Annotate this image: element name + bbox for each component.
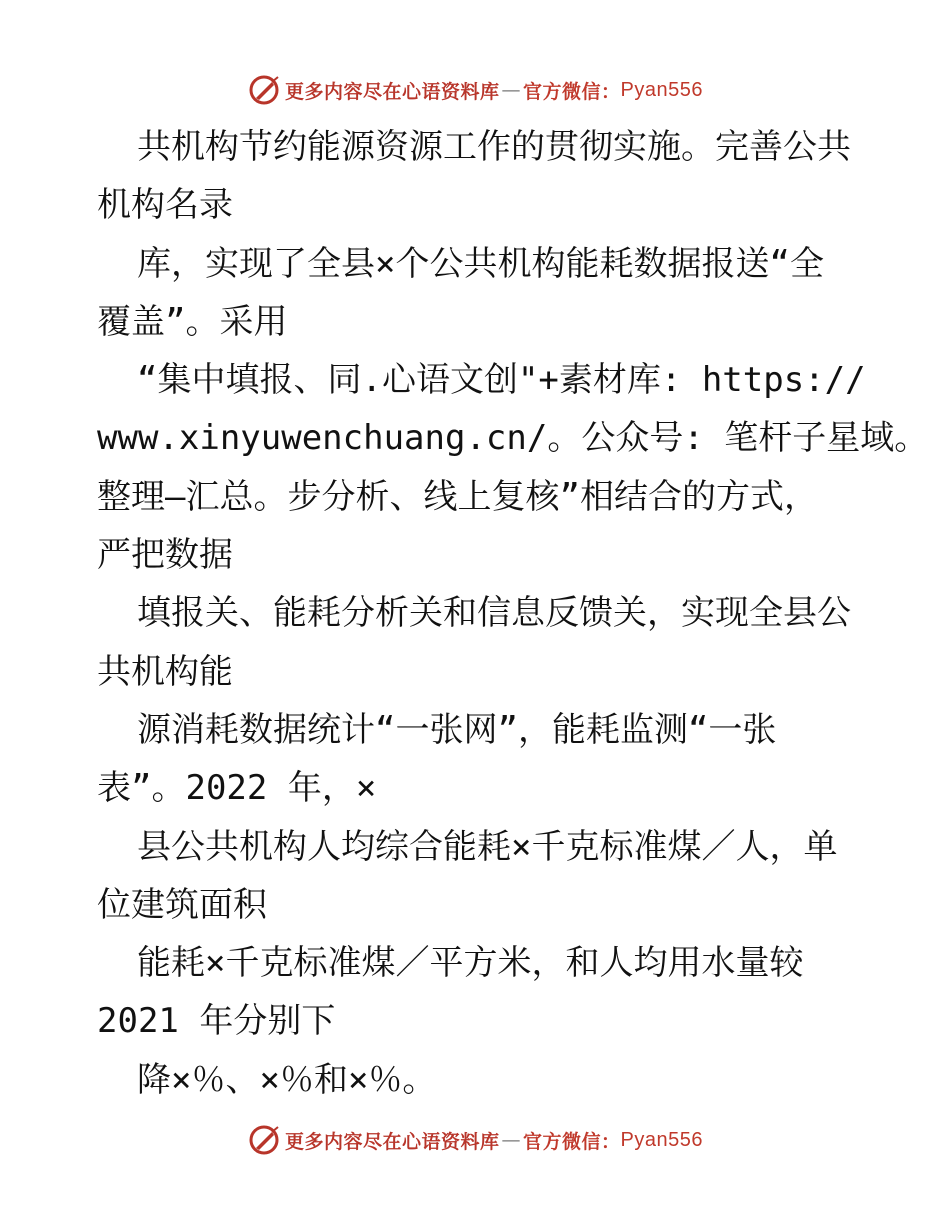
text-line: 共机构节约能源资源工作的贯彻实施。完善公共 <box>137 127 851 167</box>
quill-logo-icon <box>247 1123 281 1157</box>
text-line: 库，实现了全县×个公共机构能耗数据报送“全 <box>137 243 824 284</box>
text-line: 填报关、能耗分析关和信息反馈关，实现全县公 <box>137 593 851 634</box>
text-line: 机构名录 <box>97 185 233 226</box>
banner-label: 官方微信： <box>523 1130 621 1153</box>
document-body <box>97 118 929 1109</box>
banner-wechat-handle: Pyan556 <box>620 78 703 101</box>
text-line: 表”。2022 年，× <box>97 768 377 809</box>
text-line: 整理—汇总。步分析、线上复核”相结合的方式， <box>97 476 818 517</box>
text-line: 位建筑面积 <box>97 884 267 925</box>
banner-brand-text: 更多内容尽在心语资料库 <box>285 1130 500 1153</box>
text-line: 源消耗数据统计“一张网”，能耗监测“一张 <box>137 709 777 750</box>
text-line: www.xinyuwenchuang.cn/。公众号: 笔杆子星域。 <box>97 418 929 459</box>
banner-brand-text: 更多内容尽在心语资料库 <box>285 80 500 103</box>
text-line: 降×％、×％和×％。 <box>137 1059 437 1100</box>
banner-label: 官方微信： <box>523 80 621 103</box>
footer-watermark-banner <box>0 1120 950 1160</box>
text-line: 严把数据 <box>97 535 233 576</box>
banner-wechat-handle: Pyan556 <box>620 1128 703 1151</box>
text-line: 能耗×千克标准煤／平方米，和人均用水量较 <box>137 943 804 984</box>
text-line: 覆盖”。采用 <box>97 301 288 342</box>
header-watermark-banner <box>0 70 950 110</box>
quill-logo-icon <box>247 73 281 107</box>
text-line: “集中填报、同.心语文创"+素材库: https:// <box>137 360 866 401</box>
text-line: 2021 年分别下 <box>97 1001 336 1042</box>
text-line: 县公共机构人均综合能耗×千克标准煤／人，单 <box>137 826 838 867</box>
banner-separator: — <box>501 1129 522 1151</box>
text-line: 共机构能 <box>97 651 233 692</box>
banner-separator: — <box>501 79 522 101</box>
